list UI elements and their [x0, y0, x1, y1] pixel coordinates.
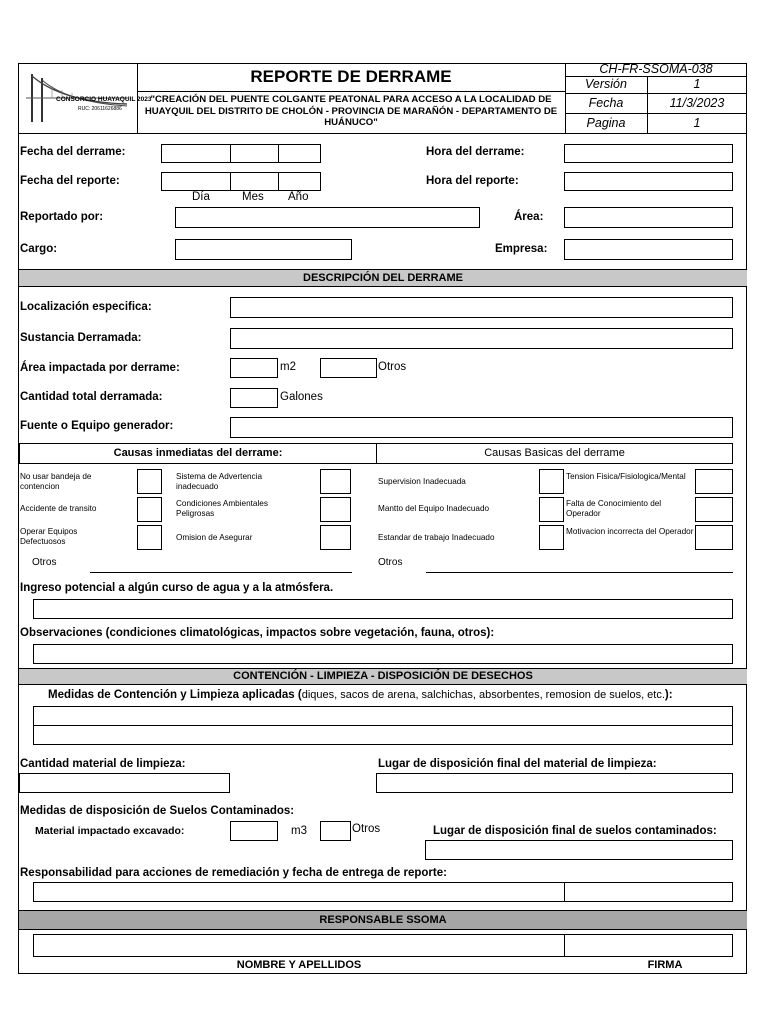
medidas-contencion-input-2[interactable]	[33, 725, 733, 745]
galones-unit: Galones	[280, 391, 323, 403]
hora-derrame-label: Hora del derrame:	[426, 146, 525, 158]
area-otros-label: Otros	[378, 361, 407, 373]
reportado-por-input[interactable]	[175, 207, 480, 228]
causa-basica-4: Tension Fisica/Fisiologica/Mental	[566, 472, 686, 481]
causa-inmediata-1-checkbox[interactable]	[137, 469, 162, 494]
dia-label: Día	[192, 191, 210, 203]
observaciones-input[interactable]	[33, 644, 733, 664]
responsabilidad-fecha-input[interactable]	[564, 882, 733, 902]
medidas-suelos-label: Medidas de disposición de Suelos Contaminados:	[20, 805, 295, 817]
form-frame	[18, 63, 747, 974]
company-name: CONSORCIO HUAYAQUIL 2023	[56, 96, 152, 103]
ingreso-input[interactable]	[33, 599, 733, 619]
company-ruc: RUC: 20611626886	[78, 106, 122, 112]
date-value: 11/3/2023	[669, 96, 725, 110]
fecha-reporte-dia-input[interactable]	[161, 172, 231, 191]
date-label: Fecha	[588, 96, 624, 110]
responsabilidad-acciones-input[interactable]	[33, 882, 565, 902]
firma-label: FIRMA	[647, 959, 683, 971]
causa-basica-4-checkbox[interactable]	[695, 469, 733, 494]
medidas-contencion-label: Medidas de Contención y Limpieza aplicadas (diques, sacos de arena, salchichas, absorbentes, remosion de suelos, etc.):	[48, 689, 673, 701]
causa-inmediata-5-checkbox[interactable]	[320, 497, 351, 522]
sustancia-label: Sustancia Derramada:	[20, 332, 142, 344]
nombre-apellidos-input[interactable]	[33, 934, 565, 957]
area-impactada-m2-input[interactable]	[230, 358, 278, 378]
causa-inmediata-5: Condiciones Ambientales Peligrosas	[176, 499, 268, 518]
anio-label: Año	[288, 191, 309, 203]
descripcion-section-header: DESCRIPCIÓN DEL DERRAME	[19, 269, 747, 287]
form-title: REPORTE DE DERRAME	[250, 67, 452, 86]
causa-basica-1-checkbox[interactable]	[539, 469, 564, 494]
causa-inmediata-2: Accidente de transito	[20, 504, 97, 513]
causas-basicas-title: Causas Basicas del derrame	[484, 447, 625, 459]
page-label: Pagina	[586, 116, 626, 130]
lugar-suelos-input[interactable]	[425, 840, 733, 860]
causa-basica-6-checkbox[interactable]	[695, 525, 733, 550]
project-title: "CREACIÓN DEL PUENTE COLGANTE PEATONAL PARA ACCESO A LA LOCALIDAD DE HUAYQUIL DEL DISTRITO DE CHOLÓN - PROVINCIA DE MARAÑÓN - DEPARTAMENTO DE HUÁNUCO"	[144, 94, 558, 128]
version-label: Versión	[585, 77, 627, 91]
responsabilidad-label: Responsabilidad para acciones de remediación y fecha de entrega de reporte:	[20, 867, 447, 879]
lugar-suelos-label: Lugar de disposición final de suelos contaminados:	[433, 825, 717, 837]
cargo-input[interactable]	[175, 239, 352, 260]
causa-inmediata-6: Omision de Asegurar	[176, 533, 253, 542]
excavado-otros-label: Otros	[352, 823, 381, 835]
page-value: 1	[693, 116, 701, 130]
hora-reporte-input[interactable]	[564, 172, 733, 191]
fecha-reporte-anio-input[interactable]	[278, 172, 321, 191]
causa-basica-5-checkbox[interactable]	[695, 497, 733, 522]
cargo-label: Cargo:	[20, 243, 58, 255]
fecha-derrame-dia-input[interactable]	[161, 144, 231, 163]
causa-inmediata-6-checkbox[interactable]	[320, 525, 351, 550]
sustancia-input[interactable]	[230, 328, 733, 349]
cantidad-total-input[interactable]	[230, 388, 278, 408]
hora-derrame-input[interactable]	[564, 144, 733, 163]
area-impactada-otros-input[interactable]	[320, 358, 377, 378]
doc-code: CH-FR-SSOMA-038	[599, 62, 713, 76]
reportado-por-label: Reportado por:	[20, 211, 104, 223]
otros-inmediatas-line[interactable]	[90, 572, 352, 573]
causa-inmediata-2-checkbox[interactable]	[137, 497, 162, 522]
material-excavado-otros-input[interactable]	[320, 821, 351, 841]
fuente-label: Fuente o Equipo generador:	[20, 420, 174, 432]
responsable-section-header: RESPONSABLE SSOMA	[19, 910, 747, 930]
m3-unit: m3	[291, 825, 307, 837]
causa-basica-3-checkbox[interactable]	[539, 525, 564, 550]
fecha-reporte-label: Fecha del reporte:	[20, 175, 120, 187]
ingreso-label: Ingreso potencial a algún curso de agua y a la atmósfera.	[20, 582, 334, 594]
observaciones-label: Observaciones (condiciones climatológicas, impactos sobre vegetación, fauna, otros):	[20, 627, 495, 639]
lugar-material-label: Lugar de disposición final del material de limpieza:	[378, 758, 657, 770]
medidas-contencion-input-1[interactable]	[33, 706, 733, 726]
fecha-reporte-mes-input[interactable]	[230, 172, 279, 191]
area-label: Área:	[514, 211, 544, 223]
nombre-apellidos-label: NOMBRE Y APELLIDOS	[236, 959, 362, 971]
cantidad-total-label: Cantidad total derramada:	[20, 391, 163, 403]
causa-inmediata-4: Sistema de Advertencia inadecuado	[176, 472, 263, 491]
area-input[interactable]	[564, 207, 733, 228]
otros-basicas-line[interactable]	[426, 572, 733, 573]
otros-inmediatas-label: Otros	[32, 557, 57, 568]
localizacion-label: Localización especifica:	[20, 301, 152, 313]
causa-basica-1: Supervision Inadecuada	[378, 477, 466, 486]
area-impactada-label: Área impactada por derrame:	[20, 362, 180, 374]
empresa-label: Empresa:	[495, 243, 548, 255]
causa-basica-2-checkbox[interactable]	[539, 497, 564, 522]
causa-basica-5: Falta de Conocimiento del Operador	[566, 499, 662, 518]
cantidad-material-label: Cantidad material de limpieza:	[20, 758, 186, 770]
causa-inmediata-4-checkbox[interactable]	[320, 469, 351, 494]
contencion-section-header: CONTENCIÓN - LIMPIEZA - DISPOSICIÓN DE DESECHOS	[19, 668, 747, 685]
causa-basica-2: Mantto del Equipo Inadecuado	[378, 504, 490, 513]
fecha-derrame-anio-input[interactable]	[278, 144, 321, 163]
mes-label: Mes	[242, 191, 264, 203]
lugar-material-input[interactable]	[376, 773, 733, 793]
firma-input[interactable]	[564, 934, 733, 957]
causa-inmediata-3: Operar Equipos Defectuosos	[20, 527, 78, 546]
material-excavado-label: Material impactado excavado:	[35, 825, 185, 837]
hora-reporte-label: Hora del reporte:	[426, 175, 519, 187]
causas-inmediatas-title: Causas inmediatas del derrame:	[113, 447, 283, 459]
m2-unit: m2	[280, 361, 296, 373]
causa-inmediata-3-checkbox[interactable]	[137, 525, 162, 550]
causa-basica-3: Estandar de trabajo Inadecuado	[378, 533, 495, 542]
version-value: 1	[693, 77, 701, 91]
cantidad-material-input[interactable]	[19, 773, 230, 793]
otros-basicas-label: Otros	[378, 557, 403, 568]
fuente-input[interactable]	[230, 417, 733, 438]
material-excavado-input[interactable]	[230, 821, 278, 841]
causa-inmediata-1: No usar bandeja de contencion	[20, 472, 92, 491]
empresa-input[interactable]	[564, 239, 733, 260]
fecha-derrame-mes-input[interactable]	[230, 144, 279, 163]
causa-basica-6: Motivacion incorrecta del Operador	[566, 527, 694, 536]
fecha-derrame-label: Fecha del derrame:	[20, 146, 126, 158]
localizacion-input[interactable]	[230, 297, 733, 318]
